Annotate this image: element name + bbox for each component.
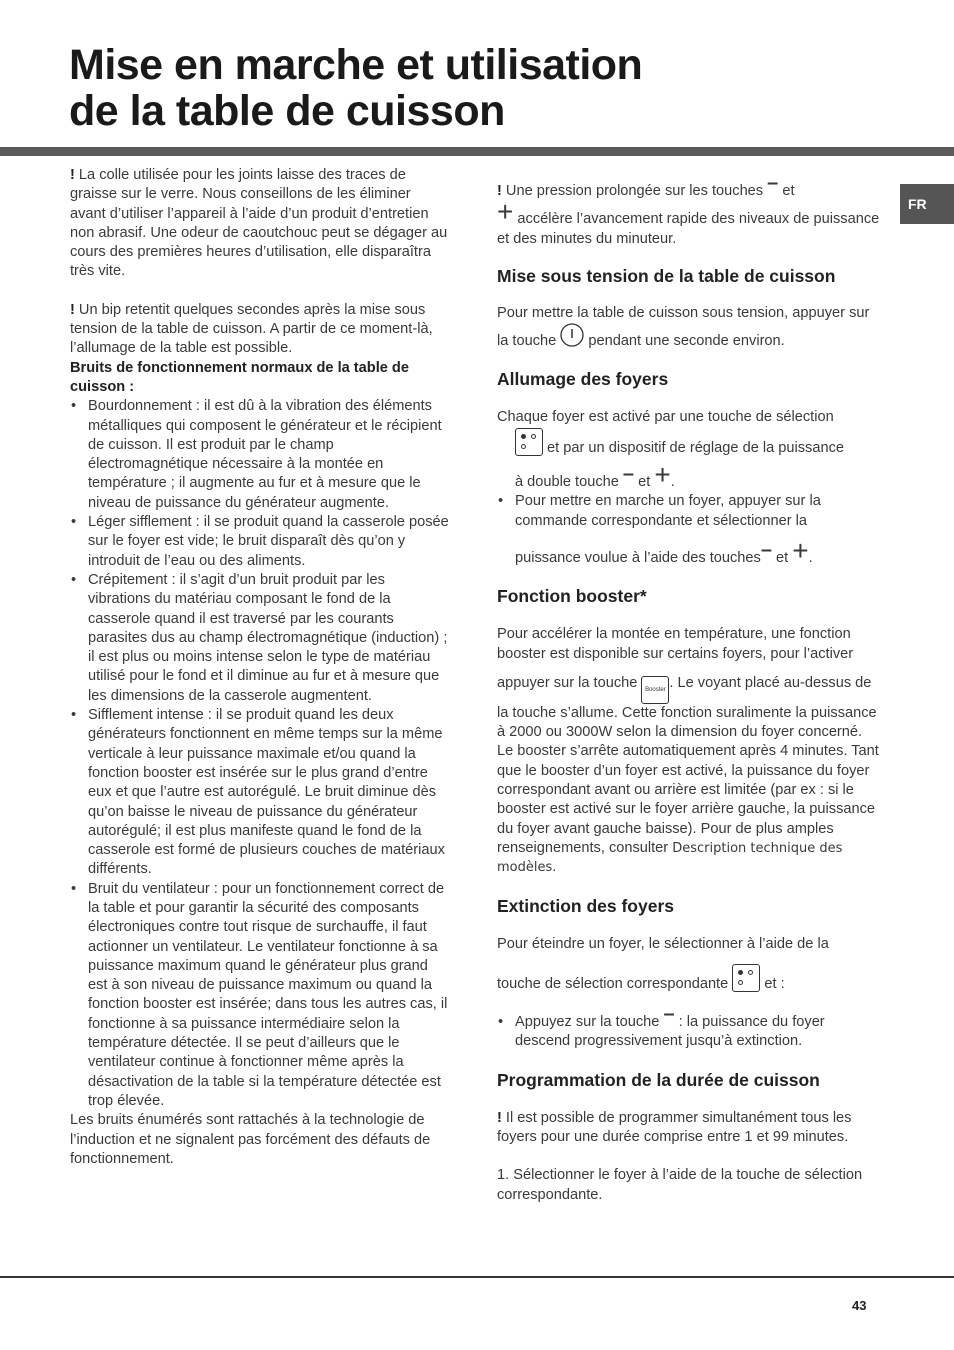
- list-item: • Pour mettre en marche un foyer, appuyer sur la commande correspondante et sélectionner la puissance voulue à l’aide des touches– et +.: [497, 492, 882, 568]
- long-press-note: ! Une pression prolongée sur les touches – et: [497, 172, 795, 199]
- footer-rule: [0, 1276, 954, 1278]
- section-title-power-on: Mise sous tension de la table de cuisson: [497, 265, 836, 286]
- minus-icon: –: [767, 172, 779, 194]
- booster-icon: Booster: [641, 676, 669, 704]
- header-rule: [0, 147, 954, 156]
- noises-closing: Les bruits énumérés sont rattachés à la technologie de l’induction et ne signalent pas forcément des défauts de fonctionnement.: [70, 1112, 431, 1167]
- section-title-programming: Programmation de la durée de cuisson: [497, 1069, 820, 1090]
- list-item: • Sifflement intense : il se produit quand les deux générateurs fonctionnent en même temps sur la même verticale à leur puissance maximale et/ou quand la fonction booster est insérée sur le plus grand d’entre eux et que l’autre est autorégulé. Le bruit diminue dès qu’on baisse le niveau de puissance du générateur autorégulé; il est plus manifeste quand le fond de la casserole est formé de plusieurs couches de matériaux différents.: [70, 706, 450, 880]
- zone-select-icon: [515, 428, 543, 456]
- noises-list: [70, 397, 450, 1111]
- minus-icon: –: [663, 1003, 675, 1026]
- beep-warning: ! Un bip retentit quelques secondes après la mise sous tension de la table de cuisson. A partir de ce moment-là, l’allumage de la table est possible.: [70, 301, 433, 357]
- zones-on-list: [497, 492, 882, 568]
- page-title: [69, 42, 642, 134]
- plus-icon: +: [497, 196, 514, 228]
- left-column: [70, 166, 450, 1169]
- step-1: 1. Sélectionner le foyer à l’aide de la touche de sélection correspondante.: [497, 1167, 863, 1203]
- models-reference: Description technique des modèles: [497, 840, 843, 876]
- noises-heading: Bruits de fonctionnement normaux de la table de cuisson :: [70, 359, 409, 395]
- list-item: • Crépitement : il s’agit d’un bruit produit par les vibrations du matériau composant le fond de la casserole quand il est traversé par les courants parasites dus au champ électromagnétique (induction) ; il est plus ou moins intense selon le type de matériau utilisé pour le fond et il diminue au fur et à mesure que les dimensions de la casserole augmentent.: [70, 571, 450, 706]
- language-tab: FR: [900, 184, 954, 224]
- list-item: • Appuyez sur la touche – : la puissance du foyer descend progressivement jusqu’à extinction.: [497, 1013, 882, 1052]
- page-title-line-2: de la table de cuisson: [69, 87, 505, 135]
- section-title-zones-on: Allumage des foyers: [497, 369, 669, 390]
- power-icon: [560, 323, 584, 347]
- zone-select-icon: [732, 964, 760, 992]
- section-title-zones-off: Extinction des foyers: [497, 895, 674, 916]
- minus-icon: –: [622, 463, 635, 486]
- list-item: • Bourdonnement : il est dû à la vibration des éléments métalliques qui composent le générateur et le récipient de cuisson. Il est produit par le champ électromagnétique nécessaire à la montée en température ; il augmente au fur et à mesure que le niveau de puissance du générateur augmente.: [70, 397, 450, 513]
- zones-off-list: [497, 1003, 882, 1052]
- page-number: 43: [852, 1298, 867, 1313]
- minus-icon: –: [760, 538, 772, 561]
- warning-mark: !: [497, 1109, 502, 1126]
- glue-warning: ! La colle utilisée pour les joints laisse des traces de graisse sur le verre. Nous conseillons de les éliminer avant d’utiliser l’appareil à l’aide d’un produit d’entretien non abrasif. Une odeur de caoutchouc peut se dégager au cours des premières heures d’utilisation, elle disparaîtra très vite.: [70, 167, 448, 280]
- list-item: • Bruit du ventilateur : pour un fonctionnement correct de la table et pour garantir la sécurité des composants électroniques contre tout risque de surchauffe, il faut actionner un ventilateur. Le ventilateur fonctionne à sa puissance maximum quand le générateur plus grand est à son niveau de puissance maximum ou quand la fonction booster est insérée; dans tous les autres cas, il fonctionne à sa puissance intermédiaire selon la température détectée. Il se peut d’ailleurs que le ventilateur continue à fonctionner même après la désactivation de la table si la température détectée est trop élevée.: [70, 880, 450, 1112]
- list-item: • Léger sifflement : il se produit quand la casserole posée sur le foyer est vide; le bruit disparaît dès qu’on y introduit de l’eau ou des aliments.: [70, 513, 450, 571]
- page-title-line-1: Mise en marche et utilisation: [69, 41, 643, 89]
- warning-mark: !: [70, 301, 75, 318]
- plus-icon: +: [654, 459, 671, 491]
- plus-icon: +: [792, 534, 809, 566]
- right-column: ! Une pression prolongée sur les touches – et + accélère l’avancement rapide des niveaux de puissance et des minutes du minuteur. Mise sous tension de la table de cuisson Pour mettre la table de cuisson sous tension, appuyer sur la touche pendant une seconde environ. Allumage des foyers Chaque foyer est activé par une touche de sélection et par un dispositif de réglage de la puissance à double touche – et +. • Pour mettre en marche un foyer, appuyer sur la commande correspondante et sélectionner la puissance voulue à l’aide des touches– et +. Fonction booster* Pour accélérer la montée en température, une fonction booster est disponible sur certains foyers, pour l’activer appuyer sur la touche Booster . Le voyant placé au-dessus de la touche s’allume. Cette fonction suralimente la puissance à 2000 ou 3000W selon la dimension du foyer concerné. Le booster s’arrête automatiquement après 4 minutes. Tant que le booster d’un foyer est activé, la puissance du foyer correspondant avant ou arrière est limitée (par ex : si le booster est activé sur le foyer arrière gauche, la puissance du foyer avant gauche baisse). Pour de plus amples renseignements, consulter Description technique des modèles. Extinction des foyers Pour éteindre un foyer, le sélectionner à l’aide de la touche de sélection correspondante et : • Appuyez sur la touche – : la puissance du foyer descend progressivement jusqu’à extinction. Programmation de la durée de cuisson ! Il est possible de programmer simultanément tous les foyers pour une durée comprise entre 1 et 99 minutes. 1. Sélectionner le foyer à l’aide de la touche de sélection correspondante.: [497, 182, 882, 1205]
- section-title-booster: Fonction booster*: [497, 586, 647, 607]
- warning-mark: !: [497, 183, 502, 199]
- warning-mark: !: [70, 167, 75, 183]
